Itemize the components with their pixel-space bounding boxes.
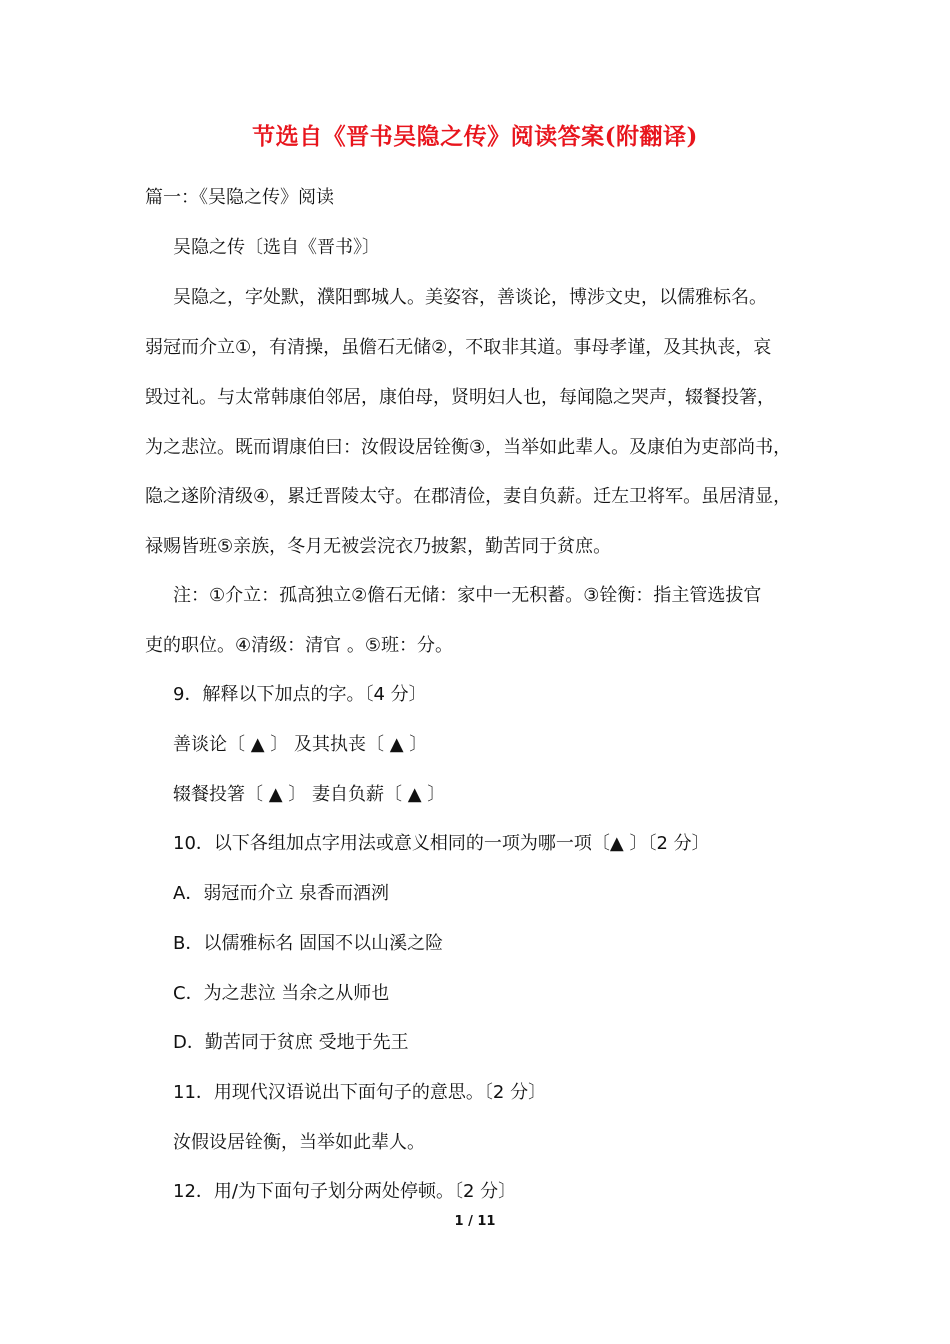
- text-line: 汝假设居铨衡，当举如此辈人。: [173, 1132, 425, 1153]
- text-line: 11．用现代汉语说出下面句子的意思。〔2 分〕: [173, 1082, 547, 1103]
- page-number: 1 / 11: [454, 1214, 496, 1229]
- text-line: A．弱冠而介立 泉香而酒洌: [173, 883, 390, 904]
- text-line: 9．解释以下加点的字。〔4 分〕: [173, 684, 427, 705]
- text-line: 毁过礼。与太常韩康伯邻居，康伯母，贤明妇人也，每闻隐之哭声，辍餐投箸，: [145, 387, 775, 408]
- text-line: 为之悲泣。既而谓康伯曰：汝假设居铨衡③，当举如此辈人。及康伯为吏部尚书，: [145, 437, 792, 458]
- text-line: 弱冠而介立①，有清操，虽儋石无储②，不取非其道。事母孝谨，及其执丧，哀: [145, 337, 772, 358]
- text-line: 善谈论〔 ▲ 〕 及其执丧〔 ▲ 〕: [173, 734, 428, 755]
- text-line: 隐之遂阶清级④，累迁晋陵太守。在郡清俭，妻自负薪。迁左卫将军。虽居清显，: [145, 486, 792, 507]
- text-line: 12．用/为下面句子划分两处停顿。〔2 分〕: [173, 1181, 517, 1202]
- text-line: 10．以下各组加点字用法或意义相同的一项为哪一项〔▲ 〕〔2 分〕: [173, 833, 710, 854]
- document-title: 节选自《晋书吴隐之传》阅读答案(附翻译): [252, 123, 698, 150]
- text-line: 吴隐之，字处默，濮阳鄄城人。美姿容，善谈论，博涉文史，以儒雅标名。: [173, 287, 767, 308]
- text-line: 吏的职位。④清级：清官 。⑤班：分。: [145, 635, 453, 656]
- text-line: 吴隐之传〔选自《晋书》〕: [173, 237, 380, 258]
- text-line: D．勤苦同于贫庶 受地于先王: [173, 1032, 409, 1053]
- text-line: 篇一：《吴隐之传》阅读: [145, 187, 334, 208]
- text-line: 辍餐投箸〔 ▲ 〕 妻自负薪〔 ▲ 〕: [173, 784, 446, 805]
- text-line: C．为之悲泣 当余之从师也: [173, 983, 390, 1004]
- text-line: 注：①介立：孤高独立②儋石无储：家中一无积蓄。③铨衡：指主管选拔官: [173, 585, 762, 606]
- text-line: B．以儒雅标名 固国不以山溪之险: [173, 933, 444, 954]
- text-line: 禄赐皆班⑤亲族，冬月无被尝浣衣乃披絮，勤苦同于贫庶。: [145, 536, 612, 557]
